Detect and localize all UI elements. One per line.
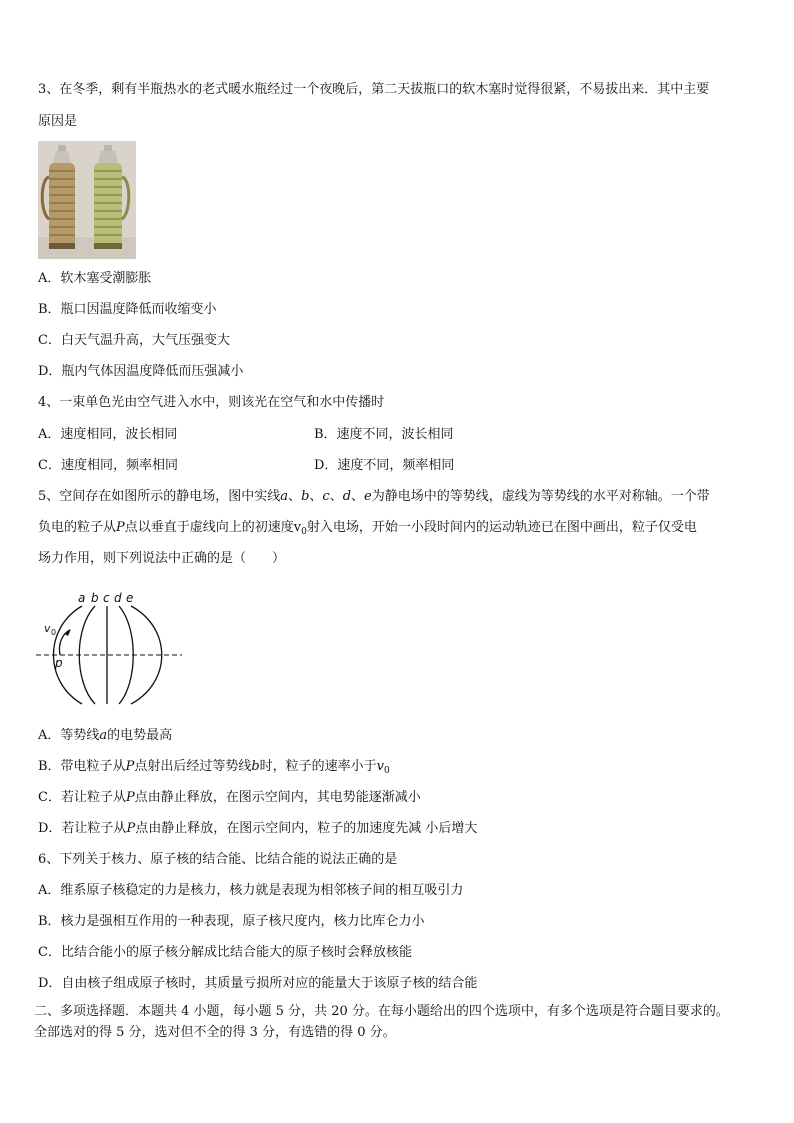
q5-text: 为静电场中的等势线，虚线为等势线的水平对称轴。一个带 — [371, 489, 710, 504]
label-a: a — [78, 591, 86, 605]
var-p: P — [125, 759, 135, 774]
q6-option-c: C．比结合能小的原子核分解成比结合能大的原子核时会释放核能 — [38, 945, 412, 960]
separator: 、 — [351, 489, 365, 504]
v0-label: v — [44, 622, 51, 635]
q5-text: 负电的粒子从 — [38, 520, 117, 535]
q5-text: 点以垂直于虚线向上的初速度 — [124, 520, 294, 535]
q5-text: A．等势线 — [38, 728, 100, 743]
thermos-bottles-image — [38, 141, 136, 259]
q4-option-a: A．速度相同，波长相同 — [38, 427, 178, 442]
q6-option-b: B．核力是强相互作用的一种表现，原子核尺度内，核力比库仑力小 — [38, 914, 425, 929]
label-b: b — [91, 591, 99, 605]
q5-stem-line2 — [38, 519, 697, 541]
q5-stem-line3: 场力作用，则下列说法中正确的是（ ） — [38, 551, 286, 566]
var-c: c — [322, 489, 330, 504]
q5-option-b — [38, 758, 390, 780]
separator: 、 — [309, 489, 323, 504]
q5-option-d — [38, 820, 477, 838]
label-c: c — [103, 591, 110, 605]
separator: 、 — [329, 489, 343, 504]
q5-text: 射入电场，开始一小段时间内的运动轨迹已在图中画出，粒子仅受电 — [306, 520, 697, 535]
q4-stem: 4、一束单色光由空气进入水中，则该光在空气和水中传播时 — [38, 395, 385, 410]
q3-option-a: A．软木塞受潮膨胀 — [38, 271, 152, 286]
v0-symbol: v — [376, 759, 385, 774]
var-p: P — [126, 821, 136, 836]
var-a: a — [280, 489, 289, 504]
q6-option-d: D．自由核子组成原子核时，其质量亏损所对应的能量大于该原子核的结合能 — [38, 976, 478, 991]
separator: 、 — [288, 489, 302, 504]
var-p: P — [116, 520, 125, 535]
label-e: e — [126, 591, 134, 605]
v0-subscript: 0 — [301, 527, 307, 537]
q3-option-c: C．白天气温升高，大气压强变大 — [38, 333, 230, 348]
q5-text: C．若让粒子从 — [38, 790, 126, 805]
equipotential-diagram — [34, 588, 184, 710]
section2-heading-line2: 全部选对的得 5 分，选对但不全的得 3 分，有选错的得 0 分。 — [34, 1025, 396, 1040]
var-b: b — [301, 489, 310, 504]
q5-text: 点射出后经过等势线 — [134, 759, 252, 774]
var-e: e — [364, 489, 372, 504]
q5-text: B．带电粒子从 — [38, 759, 126, 774]
label-d: d — [114, 591, 122, 605]
q4-option-c: C．速度相同，频率相同 — [38, 458, 178, 473]
section2-heading-line1: 二、多项选择题．本题共 4 小题，每小题 5 分，共 20 分。在每小题给出的四个选项中，有多个选项是符合题目要求的。 — [34, 1004, 729, 1019]
q5-text: 时，粒子的速率小于 — [259, 759, 377, 774]
q4-option-b: B．速度不同，波长相同 — [314, 427, 454, 442]
v0-symbol: v — [293, 520, 302, 535]
q3-stem-line1: 3、在冬季，剩有半瓶热水的老式暖水瓶经过一个夜晚后，第二天拔瓶口的软木塞时觉得很紧，不易拔出来．其中主要 — [38, 82, 710, 97]
q5-stem-line1 — [38, 488, 710, 506]
q4-option-d: D．速度不同，频率相同 — [314, 458, 455, 473]
var-a: a — [99, 728, 108, 743]
p-label: p — [55, 656, 63, 670]
q5-text: 点由静止释放，在图示空间内，粒子的加速度先减 小后增大 — [135, 821, 478, 836]
v0-subscript: 0 — [384, 766, 390, 776]
var-d: d — [342, 489, 352, 504]
q6-option-a: A．维系原子核稳定的力是核力，核力就是表现为相邻核子间的相互吸引力 — [38, 883, 464, 898]
q5-text: 的电势最高 — [107, 728, 173, 743]
v0-label-subscript: 0 — [51, 628, 57, 637]
q5-option-a — [38, 727, 172, 745]
q5-text: 点由静止释放，在图示空间内，其电势能逐渐减小 — [134, 790, 421, 805]
q5-option-c — [38, 789, 421, 807]
q5-text: 5、空间存在如图所示的静电场，图中实线 — [38, 489, 281, 504]
q6-stem: 6、下列关于核力、原子核的结合能、比结合能的说法正确的是 — [38, 852, 398, 867]
q3-stem-line2: 原因是 — [38, 114, 78, 129]
var-b: b — [251, 759, 260, 774]
q5-text: D．若让粒子从 — [38, 821, 127, 836]
var-p: P — [125, 790, 135, 805]
q3-option-b: B．瓶口因温度降低而收缩变小 — [38, 302, 217, 317]
q3-option-d: D．瓶内气体因温度降低而压强减小 — [38, 364, 244, 379]
